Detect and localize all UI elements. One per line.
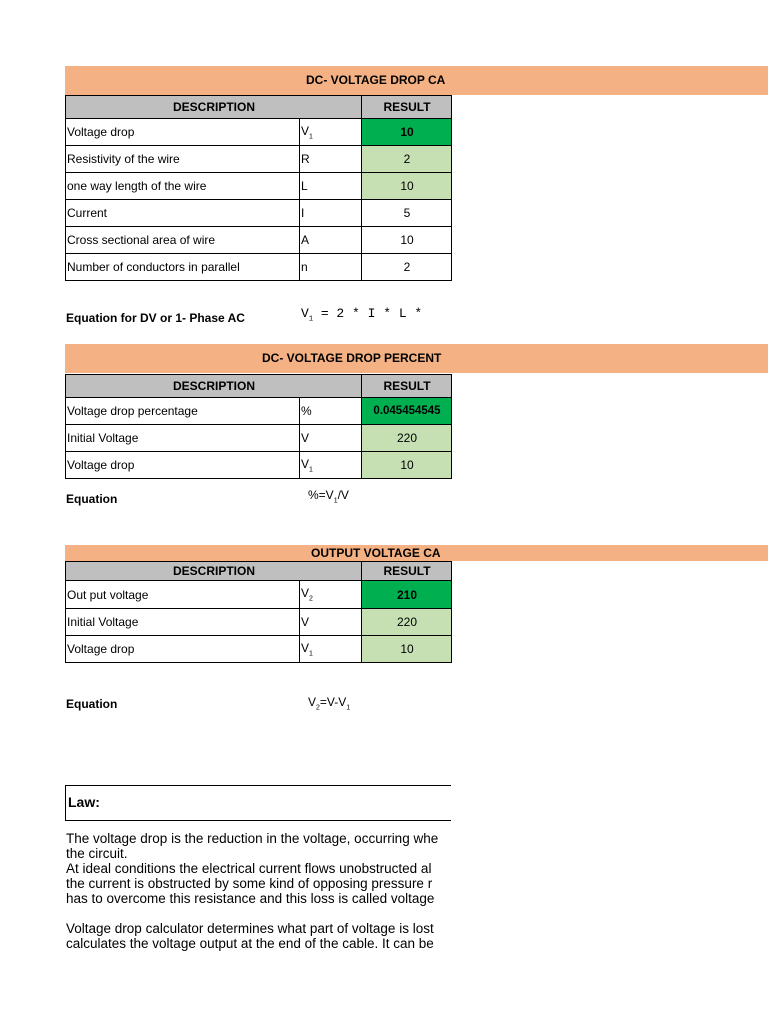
table-row	[66, 398, 452, 425]
symbol-text: V	[301, 456, 310, 471]
section2-title: DC- VOLTAGE DROP PERCENT	[262, 351, 442, 365]
table-row	[66, 146, 452, 173]
section3-table	[65, 561, 452, 663]
symbol-text: V	[301, 586, 310, 601]
section3-equation	[308, 695, 350, 711]
row-result[interactable]: 10	[362, 173, 452, 200]
row-description[interactable]: Voltage drop percentage	[66, 398, 300, 425]
law-text: The voltage drop is the reduction in the voltage, occurring whe the circuit. At ideal conditions the electrical current flows unobstructed al the current is obstructed by some kind of opposing pressure r has to overcome this resistance and this loss is called voltage Voltage drop calculator determines what part of voltage is lost calculates the voltage output at the end of the cable. It can be	[66, 831, 439, 951]
row-description[interactable]: Voltage drop	[66, 452, 300, 479]
symbol-text: V	[301, 123, 310, 138]
table-row	[66, 581, 452, 609]
row-result[interactable]: 0.045454545	[362, 398, 452, 425]
section1-col-description: DESCRIPTION	[66, 96, 362, 119]
row-description[interactable]: Number of conductors in parallel	[66, 254, 300, 281]
section2-col-result: RESULT	[362, 375, 452, 398]
row-description[interactable]: Voltage drop	[66, 636, 300, 663]
symbol-text: V	[301, 640, 310, 655]
section1-col-result: RESULT	[362, 96, 452, 119]
table-row	[66, 425, 452, 452]
row-result[interactable]: 2	[362, 254, 452, 281]
row-symbol[interactable]: R	[300, 146, 362, 173]
law-box	[65, 785, 451, 821]
row-symbol[interactable]: %	[300, 398, 362, 425]
eq-sub: 2	[316, 704, 320, 712]
row-result[interactable]: 220	[362, 609, 452, 636]
row-description[interactable]: Initial Voltage	[66, 609, 300, 636]
table-row	[66, 636, 452, 663]
section3-title: OUTPUT VOLTAGE CA	[311, 546, 441, 560]
row-result[interactable]: 5	[362, 200, 452, 227]
eq-sub: 1	[333, 497, 338, 505]
symbol-sub: 1	[309, 466, 313, 474]
row-symbol[interactable]	[300, 581, 362, 609]
row-result[interactable]: 10	[362, 452, 452, 479]
section2-col-description: DESCRIPTION	[66, 375, 362, 398]
row-result[interactable]: 10	[362, 227, 452, 254]
eq-part: V	[301, 306, 309, 321]
row-description[interactable]: Cross sectional area of wire	[66, 227, 300, 254]
table-row	[66, 200, 452, 227]
row-result[interactable]: 210	[362, 581, 452, 609]
section1-table	[65, 95, 452, 281]
eq-part: %=V	[308, 488, 334, 502]
row-description[interactable]: Resistivity of the wire	[66, 146, 300, 173]
section1-equation	[301, 306, 451, 324]
row-description[interactable]: Voltage drop	[66, 119, 300, 146]
section2-equation	[308, 488, 349, 504]
eq-part: V	[308, 695, 317, 709]
section1-title: DC- VOLTAGE DROP CA	[306, 73, 446, 87]
row-symbol[interactable]: A	[300, 227, 362, 254]
row-result[interactable]: 10	[362, 119, 452, 146]
row-result[interactable]: 220	[362, 425, 452, 452]
eq-part: /V	[337, 488, 349, 502]
section2-table	[65, 374, 452, 479]
row-symbol[interactable]	[300, 452, 362, 479]
eq-sub: 1	[308, 315, 314, 324]
table-row	[66, 227, 452, 254]
table-row	[66, 452, 452, 479]
row-description[interactable]: one way length of the wire	[66, 173, 300, 200]
row-symbol[interactable]: I	[300, 200, 362, 227]
row-symbol[interactable]: n	[300, 254, 362, 281]
row-description[interactable]: Initial Voltage	[66, 425, 300, 452]
table-row	[66, 609, 452, 636]
symbol-sub: 1	[309, 650, 313, 658]
table-row	[66, 119, 452, 146]
row-description[interactable]: Out put voltage	[66, 581, 300, 609]
row-symbol[interactable]	[300, 119, 362, 146]
row-symbol[interactable]: L	[300, 173, 362, 200]
symbol-sub: 2	[309, 595, 313, 603]
eq-part: = 2 * I * L *	[313, 306, 423, 321]
row-symbol[interactable]: V	[300, 425, 362, 452]
law-title: Law:	[68, 794, 100, 810]
row-result[interactable]: 2	[362, 146, 452, 173]
eq-part: =V-V	[319, 695, 347, 709]
section3-col-result: RESULT	[362, 562, 452, 581]
section2-equation-label: Equation	[66, 492, 118, 506]
row-symbol[interactable]	[300, 636, 362, 663]
row-result[interactable]: 10	[362, 636, 452, 663]
section1-equation-label: Equation for DV or 1- Phase AC	[66, 311, 245, 325]
row-symbol[interactable]: V	[300, 609, 362, 636]
section3-equation-label: Equation	[66, 697, 118, 711]
symbol-sub: 1	[309, 133, 313, 141]
table-row	[66, 173, 452, 200]
row-description[interactable]: Current	[66, 200, 300, 227]
section3-col-description: DESCRIPTION	[66, 562, 362, 581]
table-row	[66, 254, 452, 281]
eq-sub: 1	[346, 704, 351, 712]
